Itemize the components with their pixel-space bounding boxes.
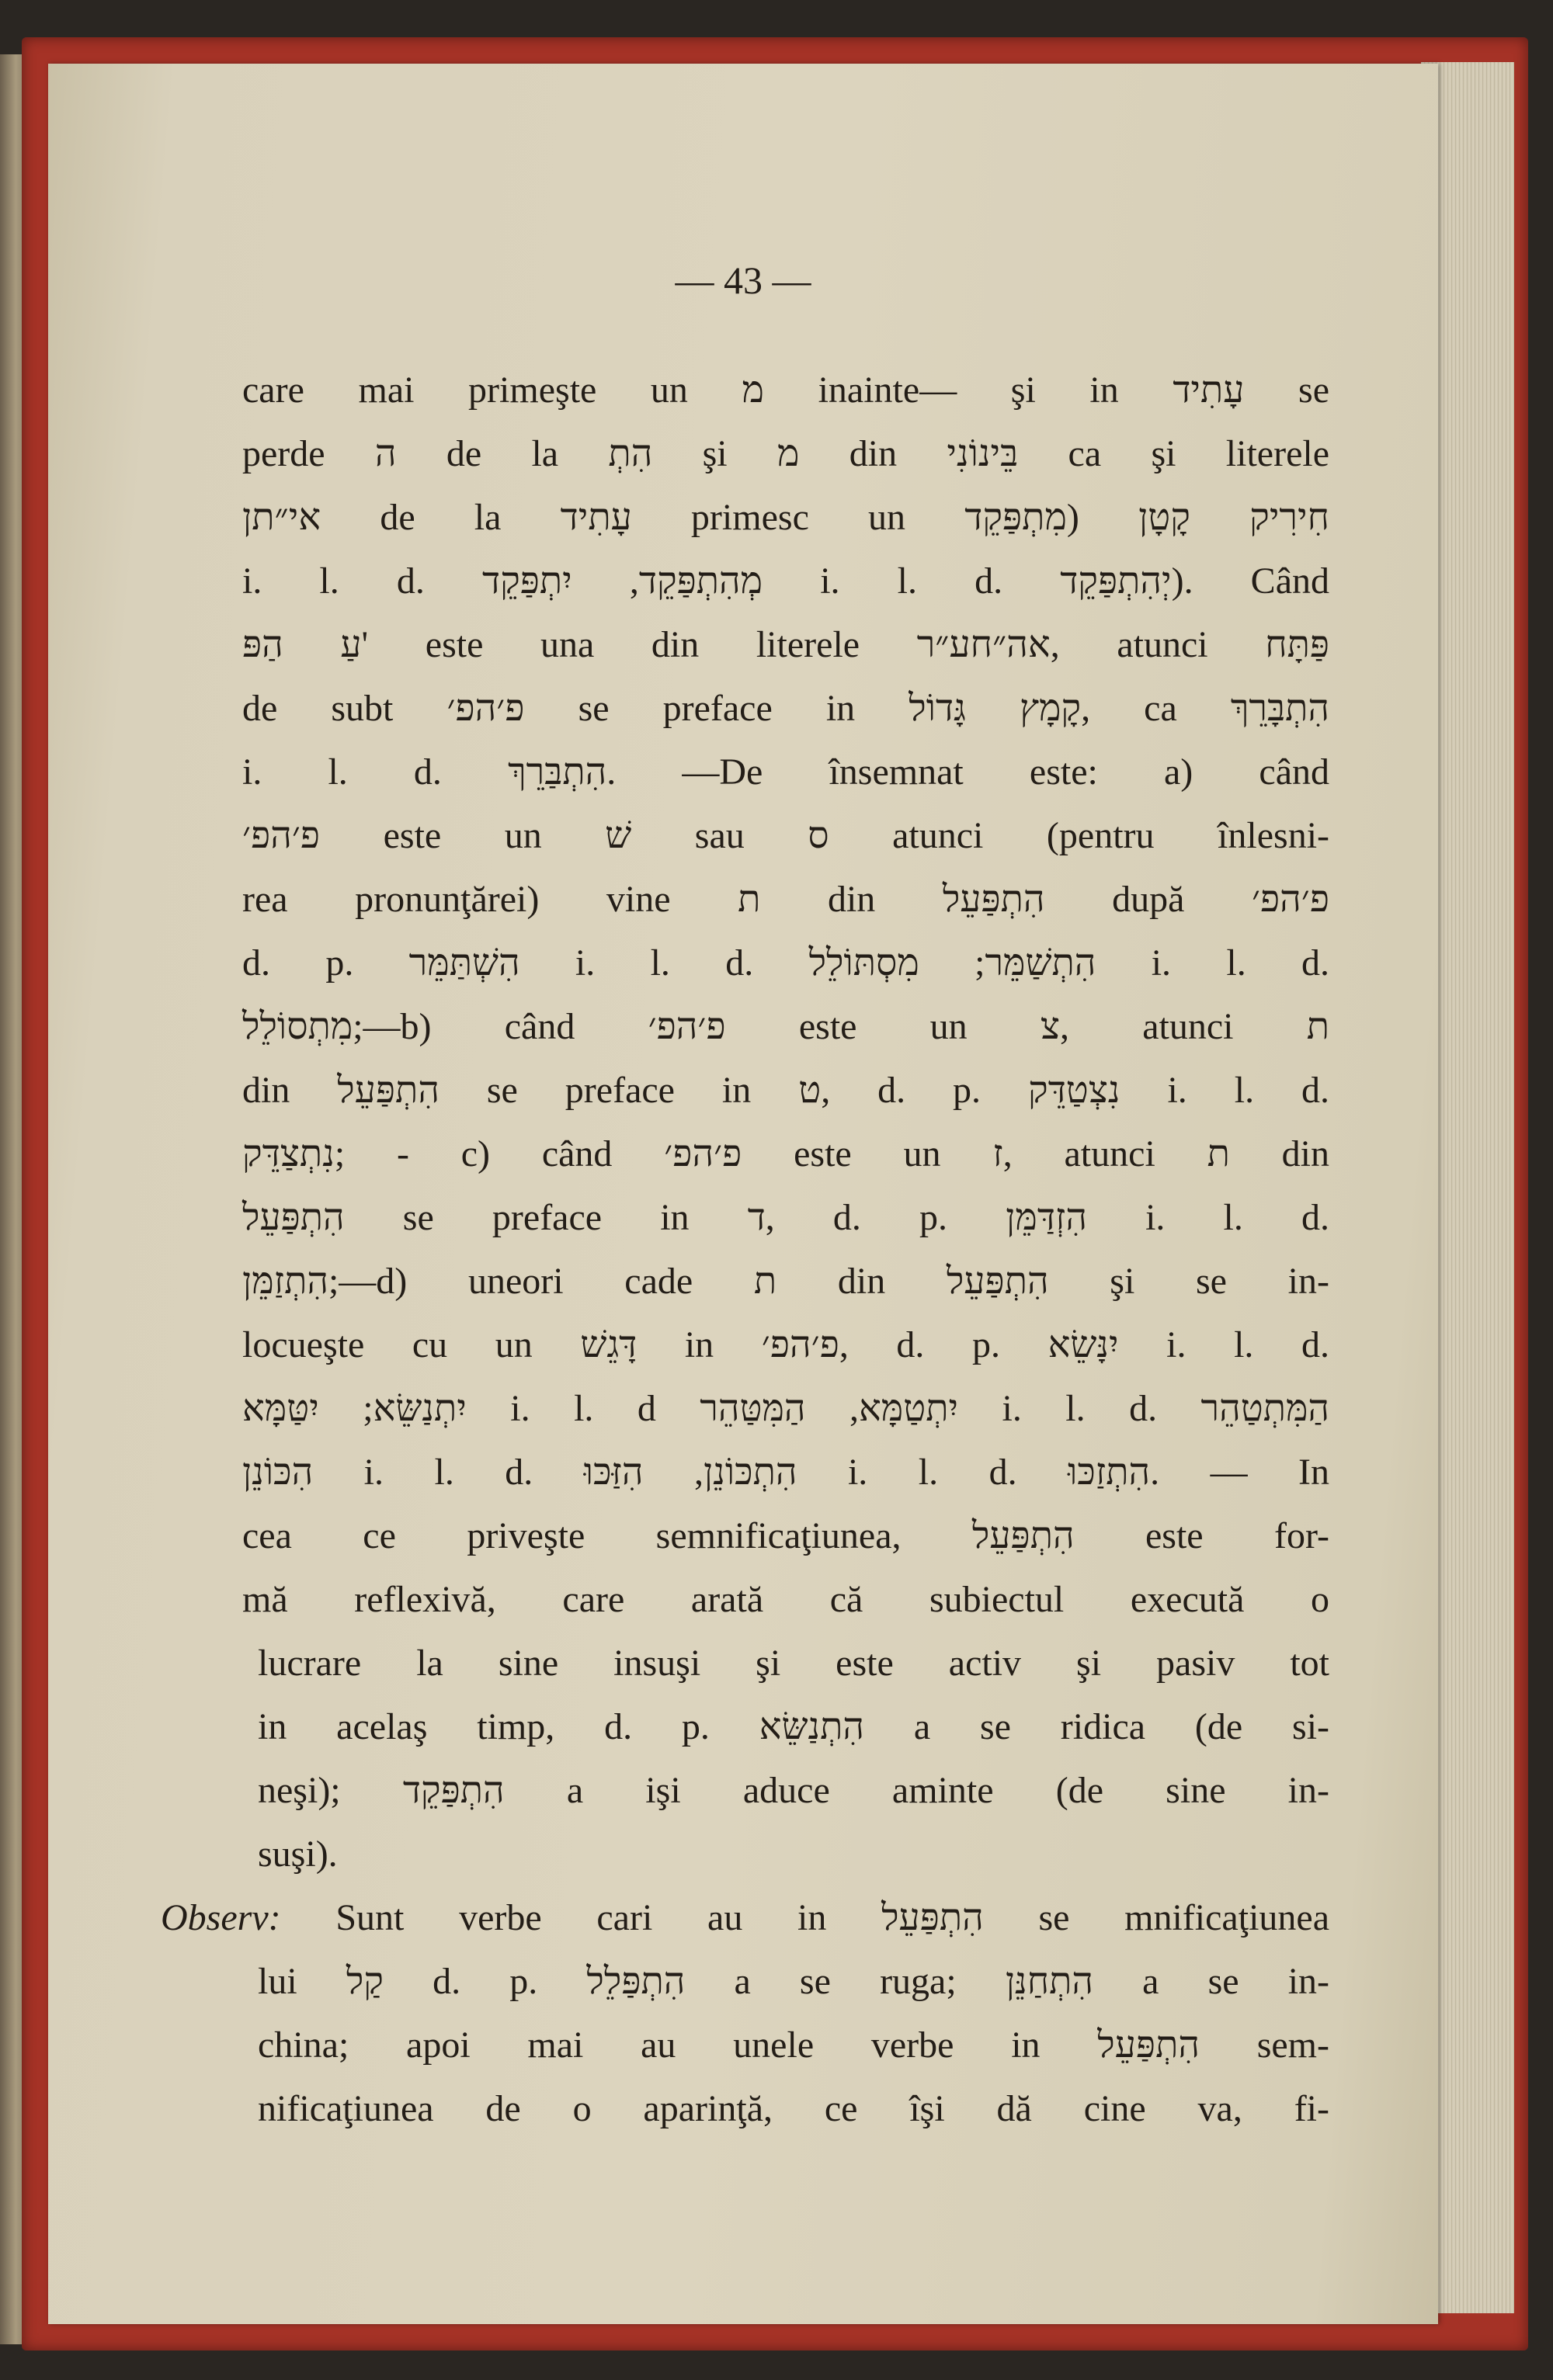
text-line: i. l. d. מְהִתְפַּקֵד, יִתְפַּקֵד i. l. d. יְהִתְפַּקֵד). Când — [242, 560, 1329, 602]
text-line: יִתְנַשֵּׂא; יִטַּמָּא i. l. d יִתְטַמָּא, הַמִּטַּהֵר i. l. d. הַמִּתְטַהֵר — [242, 1388, 1330, 1429]
text-line: נִתְצַדֵּק; - c) când פ׳הפ׳ este un ז, atunci ת din — [242, 1133, 1329, 1174]
text-line: in acelaş timp, d. p. הִתְנַשֵּׂא a se ridica (de si- — [258, 1706, 1330, 1747]
text-line: neşi); הִתְפַּקֵד a işi aduce aminte (de sine in- — [258, 1770, 1330, 1811]
text-line: הִכּוֹנֵן i. l. d. הִתְכּוֹנֵן, הִזַּכּוּ i. l. d. הִתְזַכּוּ. — In — [242, 1452, 1330, 1493]
observ-line: Sunt verbe cari au in הִתְפַּעֵל se mnificaţiunea — [335, 1897, 1330, 1938]
text-line: אי״תן de la עָתִיד primesc un חִירִיק קָטָן (מִתְפַּקֵד — [242, 497, 1330, 538]
observ-line: lui קַל d. p. הִתְפַּלֵל a se ruga; הִתְחַנֵּן a se in- — [258, 1961, 1330, 2002]
text-line: הִתְזַמֵּן;—d) uneori cade ת din הִתְפַּעֵל şi se in- — [242, 1261, 1329, 1302]
text-line: locueşte cu un דָּגֵשׁ in פ׳הפ׳, d. p. יִנָּשֵׂא i. l. d. — [242, 1324, 1330, 1365]
text-line: מִתְסוֹלֵל;—b) când פ׳הפ׳ este un צ, atunci ת — [242, 1006, 1329, 1047]
text-line: פ׳הפ׳ este un שׁ sau ס atunci (pentru înlesni- — [242, 815, 1330, 856]
text-line: mă reflexivă, care arată că subiectul execută o — [242, 1579, 1329, 1620]
text-line: lucrare la sine insuşi şi este activ şi pasiv tot — [258, 1643, 1329, 1684]
text-line: d. p. הִשְׁתַּמֵּר i. l. d. הִתְשַׁמֵּר; מִסְתּוֹלֵל i. l. d. — [242, 942, 1330, 984]
text-line: perde ה de la הִתְ şi מ din בֵּינוֹנִי ca şi literele — [242, 433, 1330, 474]
text-body — [161, 359, 1330, 2141]
text-line: i. l. d. הִתְבַּרֵךְ. —De însemnat este: a) când — [242, 751, 1330, 793]
observ-first-line — [161, 1886, 1329, 1950]
text-line: rea pronunţărei) vine ת din הִתְפַּעֵל după פ׳הפ׳ — [242, 879, 1330, 920]
observ-line: nificaţiunea de o aparinţă, ce îşi dă cine va, fi- — [258, 2088, 1329, 2129]
book-page — [48, 64, 1438, 2324]
text-line: suşi). — [258, 1834, 338, 1875]
text-line: de subt פ׳הפ׳ se preface in קָמָץ גָּדוֹל, ca הִתְבָּרֵךְ — [242, 688, 1330, 729]
observ-label: Observ: — [161, 1897, 281, 1938]
observ-line: china; apoi mai au unele verbe in הִתְפַּעֵל sem- — [258, 2024, 1330, 2066]
text-line: din הִתְפַּעֵל se preface in ט, d. p. נִצְטַדֵּק i. l. d. — [242, 1070, 1330, 1111]
text-line: הִתְפַּעֵל se preface in ד, d. p. הִזְדַּמֵּן i. l. d. — [242, 1197, 1329, 1238]
text-line: care mai primeşte un מ inainte— şi in עָתִיד se — [242, 369, 1330, 411]
text-line: עַ הַפּ' este una din literele אה״חע״ר, atunci פַּתָּח — [242, 624, 1330, 665]
page-number: — 43 — — [675, 258, 811, 302]
text-line: cea ce priveşte semnificaţiunea, הִתְפַּעֵל este for- — [242, 1515, 1329, 1556]
